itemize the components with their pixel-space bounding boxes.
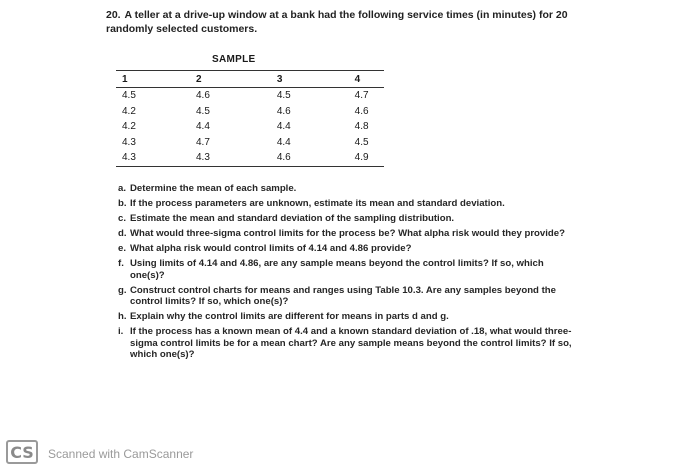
question-letter: d. <box>118 227 127 239</box>
question-text: Estimate the mean and standard deviation of the sampling distribution. <box>130 212 455 224</box>
question-g <box>118 285 580 308</box>
column-header: 4 <box>307 71 384 88</box>
table-cell: 4.7 <box>354 90 369 102</box>
table-cell: 4.4 <box>196 121 210 133</box>
table-cell: 4.6 <box>354 105 369 117</box>
table-cell: 4.3 <box>122 136 136 148</box>
question-a <box>118 183 580 195</box>
table-cell: 4.4 <box>276 121 291 133</box>
question-c <box>118 213 580 225</box>
table-cell: 4.5 <box>122 90 136 102</box>
question-h <box>118 311 580 323</box>
question-i <box>118 326 580 361</box>
question-text: If the process parameters are unknown, estimate its mean and standard deviation. <box>130 197 505 209</box>
column-header: 2 <box>142 71 227 88</box>
question-d <box>118 228 580 240</box>
problem-number: 20. <box>106 9 121 21</box>
column-header: 1 <box>116 71 142 88</box>
column-header: 3 <box>227 71 307 88</box>
question-letter: e. <box>118 242 127 254</box>
problem-statement <box>106 8 576 36</box>
question-text: Determine the mean of each sample. <box>130 183 297 194</box>
table-row <box>116 104 384 120</box>
table-row <box>116 135 384 151</box>
table-cell: 4.3 <box>142 150 227 166</box>
question-letter: f. <box>118 257 124 269</box>
table-cell: 4.4 <box>276 136 291 148</box>
problem-text: A teller at a drive-up window at a bank had the following service times (in minutes) for 20 randomly selected customers. <box>106 9 568 35</box>
question-letter: b. <box>118 197 127 209</box>
table-cell: 4.3 <box>116 150 142 166</box>
question-f <box>118 258 580 281</box>
table-cell: 4.8 <box>354 121 369 133</box>
table-cell: 4.7 <box>196 136 210 148</box>
question-e <box>118 243 580 255</box>
question-letter: h. <box>118 311 127 323</box>
table-row <box>116 119 384 135</box>
question-list <box>118 183 580 364</box>
table-header-row <box>116 71 384 88</box>
sample-table <box>116 70 384 167</box>
question-letter: c. <box>118 212 127 224</box>
table-cell: 4.5 <box>354 136 369 148</box>
question-text: Construct control charts for means and ranges using Table 10.3. Are any samples beyond the control limits? If so, which one(s)? <box>130 284 556 308</box>
camscanner-logo: CS <box>6 440 38 464</box>
question-letter: g. <box>118 284 127 296</box>
table-title: SAMPLE <box>212 54 256 65</box>
question-text: What would three-sigma control limits for the process be? What alpha risk would they provide? <box>130 227 565 239</box>
table-row <box>116 150 384 166</box>
table-cell: 4.9 <box>307 150 384 166</box>
table-row <box>116 88 384 104</box>
table-cell: 4.5 <box>196 105 210 117</box>
question-text: Using limits of 4.14 and 4.86, are any sample means beyond the control limits? If so, which one(s)? <box>130 257 544 281</box>
table-cell: 4.2 <box>122 121 136 133</box>
question-text: What alpha risk would control limits of 4.14 and 4.86 provide? <box>130 242 412 254</box>
table-cell: 4.5 <box>276 90 291 102</box>
scanner-text: Scanned with CamScanner <box>48 447 194 461</box>
question-b <box>118 198 580 210</box>
table-cell: 4.6 <box>276 105 291 117</box>
scanner-watermark <box>6 440 193 464</box>
question-letter: i. <box>118 326 124 338</box>
question-text: Explain why the control limits are different for means in parts d and g. <box>130 311 449 323</box>
table-cell: 4.2 <box>122 105 136 117</box>
question-letter: a. <box>118 183 127 194</box>
table-cell: 4.6 <box>227 150 307 166</box>
table-cell: 4.6 <box>196 90 210 102</box>
question-text: If the process has a known mean of 4.4 and a known standard deviation of .18, what would three-sigma control limits be for a mean chart? Are any sample means beyond the control limits? If so, which one(s)? <box>130 326 572 361</box>
